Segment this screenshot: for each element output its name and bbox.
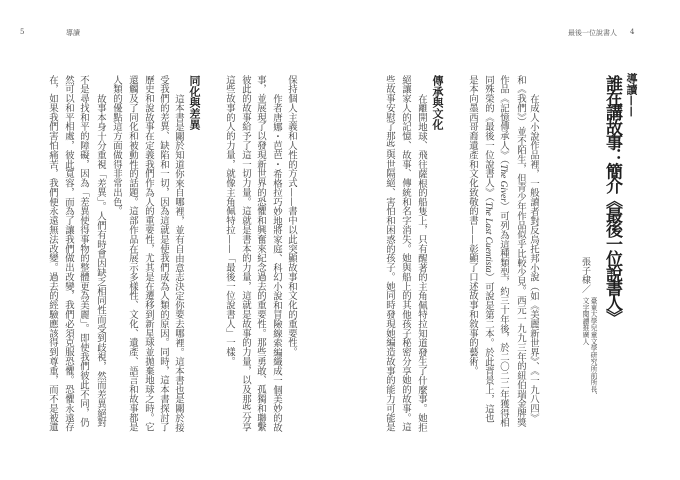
- text-column: 在，如果我們害怕痛苦，我們便永遠無法改變。過去的經驗應該得到尊重，而不是被遺: [47, 75, 58, 432]
- text-run: ）可說是第二本。於此背景上，這也: [483, 272, 494, 423]
- text-column: 還觸及了同化和被動性的話題。這部作品在展示多樣性、文化、遺產、語言和故事都是: [127, 75, 138, 432]
- text-column: 彼此的故事給予了這一切力量。這就是書本的力量，這就是故事的力量，以及那些分享: [240, 75, 251, 432]
- book-title-english: The Giver: [498, 164, 508, 202]
- text-column: 這本書是關於知道你來自哪裡，並有自由意志決定你要去哪裡。這本書也是關於接: [173, 94, 184, 433]
- book-title-english: The Last Cuentista: [483, 201, 493, 273]
- page-number: 5: [20, 28, 25, 36]
- text-column: 和《我們》）並不陌生，但青少年作品似乎比較少見。西元一九九三年的紐伯瑞金牌獎: [515, 75, 526, 428]
- text-column: 這些故事的人的力量，就像主角佩特拉——「最後一位說書人」一樣。: [224, 75, 235, 367]
- text-column: [497, 75, 509, 437]
- text-column: [482, 75, 494, 437]
- text-column: 人類的優點這方面做得非常出色。: [111, 75, 122, 216]
- text-run: ）可列為這種類型，約三十年後，於二〇二二年獲得相: [498, 201, 509, 428]
- text-column: 是本向墨西哥裔遺產和文化致敬的書——彰顯了口述故事和敘事的藝術。: [467, 75, 478, 376]
- author-affiliation: 文字閱讀推廣人: [581, 297, 589, 345]
- running-head: 導讀: [66, 29, 80, 37]
- right-page: [340, 0, 680, 480]
- author-affiliation: 臺東大學兒童文學研究所前所長、: [589, 297, 597, 399]
- page-number: 4: [630, 28, 635, 36]
- text-column: 絕讓家人的記憶、故事、傳統和名字消失。她與船上的其他孩子秘密分享她的故事。這: [400, 75, 411, 432]
- text-column: 在成人小說作品裡，一般讀者對反烏托邦小說（如《美麗新世界》、《一九八四》: [528, 94, 539, 423]
- text-column: 然可以和平相處，彼此寬容，而為了讓我們做出改變，我們必須克服恐懼。恐懼永遠存: [63, 75, 74, 432]
- text-column: 作者唐娜・芭芭・希格拉巧妙地將家庭、科幻小說和冒險線索編織成一個美妙的故: [271, 94, 282, 433]
- text-column: 故事本身十分重視「差異」。人們有時會因缺乏相同性而受到歧視，然而差異絕對: [95, 94, 106, 428]
- text-column: 些故事安慰了那些與世隔絕、害怕和困惑的孩子。她同時發現她編造故事的能力可能是: [384, 75, 395, 432]
- author-name: 張子棣／: [580, 257, 590, 293]
- text-run: 作品《記憶傳承人》（: [498, 75, 509, 165]
- text-run: 同殊榮的《最後一位說書人》（: [483, 75, 494, 202]
- section-heading: 傳承與文化: [431, 75, 444, 130]
- section-kicker: 導讀——: [625, 73, 638, 117]
- text-column: 不是尋找和平的障礙，因為「差異使得事物的整體更為美麗」。即使我們彼此不同，仍: [78, 75, 89, 428]
- text-column: 受我們的差異、缺陷和一切，因為這就是使我們成為人類的原因。同時，這本書探討了: [158, 75, 169, 432]
- article-title: 誰在講故事：簡介《最後一位說書人》: [602, 75, 622, 324]
- text-column: 保持個人主義和人性的方式——書中以此突顯故事和文化的重要性。: [286, 75, 297, 357]
- section-heading: 同化與差異: [188, 75, 201, 130]
- text-column: 事，並展現了以發現新世界的恐懼和興奮來紀念過去的重要性。那些勇敢、孤獨和聯繫: [255, 75, 266, 432]
- running-head: 最後一位說書人: [568, 29, 617, 37]
- text-column: 歷史和說故事在定義我們作為人的重要性，尤其是在遷移到新星球並拋棄地球之時。它: [143, 75, 154, 432]
- text-column: 在離開地球、飛往薩根的船隻上，只有醒著的主角佩特拉知道發生了什麼事。她拒: [416, 94, 427, 433]
